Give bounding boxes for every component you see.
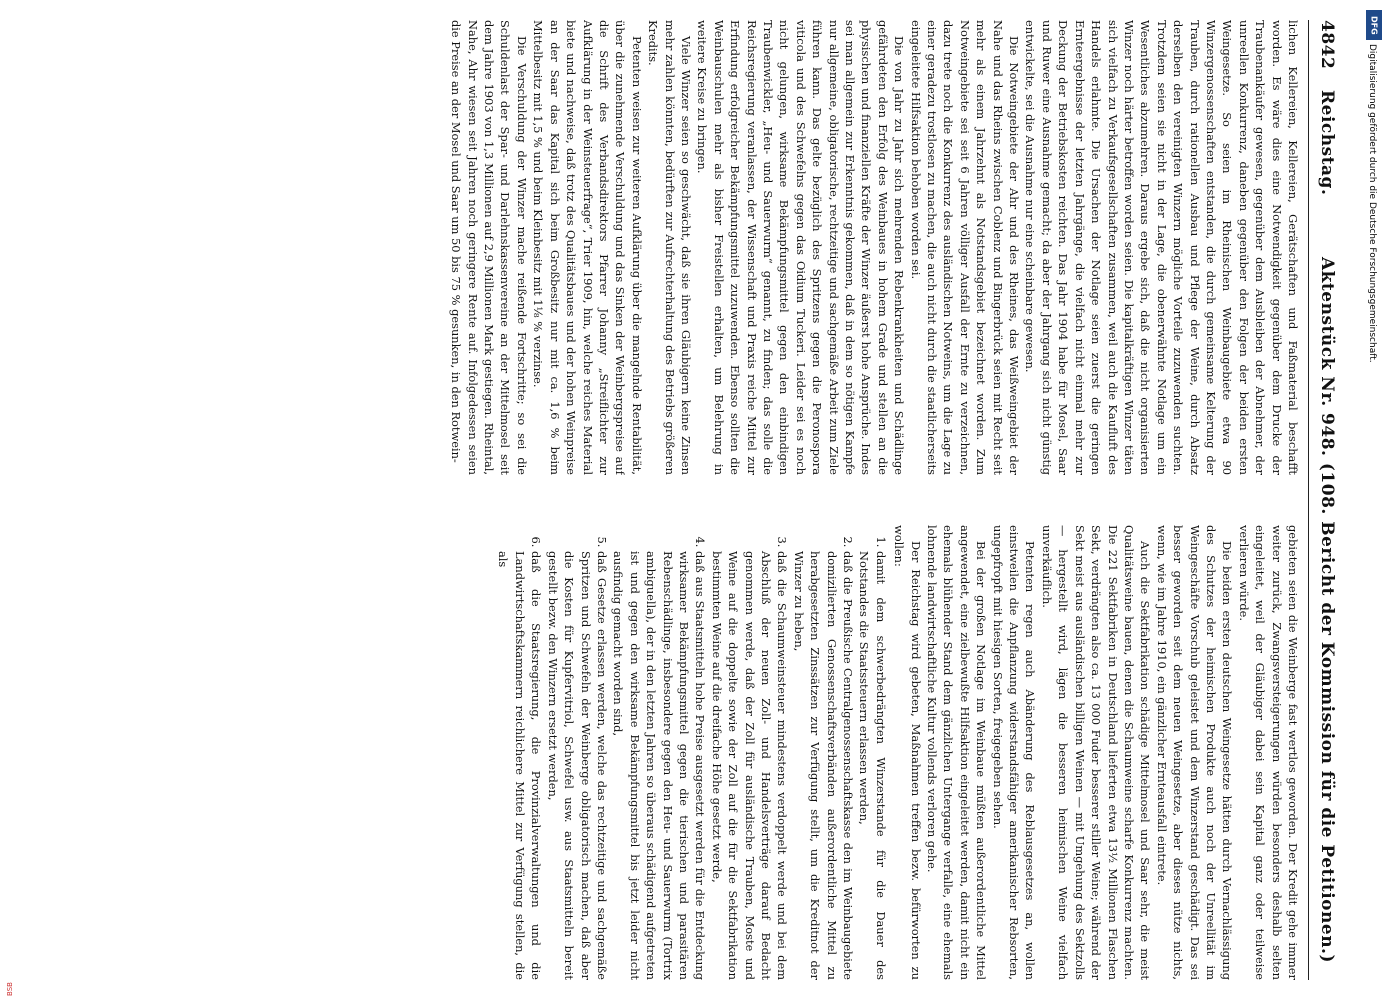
- left-column: [55, 20, 1301, 475]
- right-column: [55, 525, 1301, 980]
- list-item: 5. daß Gesetze erlassen werden, welche das rechtzeitige und sachgemäße Spritzen und Schwefeln der Weinberge obligatorisch machen, daß aber die Kosten für Kupfervitriol, Schwefel usw. aus Staatsmitteln bereit gestellt bezw. den Winzern ersetzt werden,: [544, 551, 610, 980]
- paragraph: Die beiden ersten deutschen Weingesetze hätten durch Vernachlässigung des Schutzes der heimischen Produkte auch noch der Unreellität im Weingeschäfte Vorschub geleistet und dem Winzerstand geschädigt. Das sei besser geworden seit dem neuen Weingesetze, aber dieses nütze nichts, wenn, wie im Jahre 1910, ein gänzlicher Ernteausfall eintrete.: [1154, 525, 1235, 980]
- list-item: 1. damit dem schwerbedrängten Winzerstande für die Dauer des Notstandes die Staatssteuern erlassen werden,: [856, 551, 889, 980]
- paragraph: Petenten weisen zur weiteren Aufklärung über die mangelnde Rentabilität, über die zunehmende Verschuldung und das Sinken der Weinbergspreise auf die Schrift des Verbandsdirektors Pfarrer Johanny „Streiflichter zur Aufklärung in der Weinsteuerfrage“, Trier 1909, hin, welche reiches Material biete und nachweise, daß trotz des Qualitätsbaues und der hohen Weinpreise an der Saar das Kapital sich beim Großbesitz nur mit ca. 1,6 % beim Mittelbesitz mit 1,5 % und beim Kleinbesitz mit 1⅛ % verzinse.: [531, 20, 644, 475]
- list-item: 3. daß die Schaumweinsteuer mindestens verdoppelt werde und bei dem Abschluß der neuen Zoll- und Handelsverträge darauf Bedacht genommen werde, daß der Zoll für ausländische Trauben, Moste und Weine auf die doppelte sowie der Zoll auf die für die Sektfabrikation bestimmten Weine auf die dreifache Höhe gesetzt werde,: [708, 551, 790, 980]
- rotated-document-page: [55, 20, 1345, 980]
- digitization-sidebar: [1366, 10, 1382, 690]
- paragraph: Petenten regen auch Abänderung des Reblausgesetzes an, wollen einstweilen die Anpflanzung widerstandsfähiger amerikanischer Rebsorten, ungepfropft mit hiesigen Sorten, freigegeben sehen.: [990, 525, 1038, 980]
- paragraph: Bei der großen Notlage im Weinbaue müßten außerordentliche Mittel angewendet, eine zielbewußte Hilfsaktion eingeleitet werden, damit nicht ein ehemals blühender Stand dem gänzlichen Untergange verfalle, eine ehemals lohnende landwirtschaftliche Kultur vollends verloren gehe.: [925, 525, 989, 980]
- paragraph: Der Reichstag wird gebeten, Maßnahmen treffen bezw. befürworten zu wollen:: [892, 525, 923, 980]
- list-item: 2. daß die Preußische Centralgenossenschaftskasse den im Weinbaugebiete domizilierten Genossenschaftsverbänden außerordentliche Mittel zu herabgesetzten Zinssätzen zur Verfügung stellt, um die Kreditnot der Winzer zu heben,: [790, 551, 856, 980]
- paragraph: Die von Jahr zu Jahr sich mehrenden Rebenkrankheiten und Schädlinge gefährdeten den Erfolg des Weinbaues in hohem Grade und stellen an die physischen und finanziellen Kräfte der Winzer äußerst hohe Ansprüche. Indes sei man allgemein zur Erkenntnis gekommen, daß in dem so nötigen Kampfe nur allgemeine, obligatorische, rechtzeitige und sachgemäße Arbeit zum Ziele führen kann. Das gelte bezüglich des Spritzens gegen die Peronospora viticola und des Schwefelns gegen das Oidium Tuckeri. Leider sei es noch nicht gelungen, wirksame Bekämpfungsmittel gegen den einbindigen Traubenwickler, „Heu- und Sauerwurm“ genannt, zu finden; das solle die Reichsregierung veranlassen, der Wissenschaft und Praxis reiche Mittel zur Erfindung erfolgreicher Bekämpfungsmittel zuzuwenden. Ebenso sollten die Weinbauschulen mehr als bisher Freistellen erhalten, um Belehrung in weitere Kreise zu bringen.: [695, 20, 907, 475]
- library-stamp: BSB: [6, 982, 14, 996]
- petition-requests-list: [495, 525, 889, 980]
- paragraph: Die Verschuldung der Winzer mache reißende Fortschritte; so sei die Schuldenlast der Spar- und Darlehnskassenvereine an der Mittelmosel seit dem Jahre 1903 von 1,3 Millionen auf 2,9 Millionen Mark gestiegen. Rheintal, Nahe, Ahr wiesen seit Jahren noch geringere Rente auf. Infolgedessen seien die Preise an der Mosel und Saar um 50 bis 75 % gesunken, in den Rotwein-: [449, 20, 529, 475]
- funding-credit: Digitalisierung gefördert durch die Deutsche Forschungsgemeinschaft.: [1367, 44, 1377, 363]
- paragraph: lichen Kellereien, Kellereien, Gerätschaften und Faßmaterial beschafft worden. Es wäre dies eine Notwendigkeit gegenüber dem Drucke der Traubenankäufer gewesen, gegenüber dem Ausbleiben der Abnehmer, der unreellen Konkurrenz, daneben gegenüber den Folgen der beiden ersten Weingesetze. So seien im Rheinischen Weinbaugebiete etwa 90 Winzergenossenschaften entstanden, die durch gemeinsame Kelterung der Trauben, durch rationellen Ausbau und Pflege der Weine, durch Absatz derselben den vereinigten Winzern mögliche Vorteile zuzuwenden suchten. Trotzdem seien sie nicht in der Lage, die obenerwähnte Notlage um ein Wesentliches abzumehren. Daraus ergebe sich, daß die nicht organisierten Winzer noch härter betroffen worden seien. Die kapitalkräftigen Winzer täten sich vielfach zu Verkaufsgesellschaften zusammen, weil auch die Kaufluft des Handels erlahmte. Die Ursachen der Notlage seien zuerst die geringen Ernteergebnisse der letzten Jahrgänge, die vielfach nicht einmal mehr zur Deckung der Betriebskosten reichten. Das Jahr 1904 habe für Mosel, Saar und Ruwer eine Ausnahme gemacht; da aber der Jahrgang sich nicht günstig entwickelte, sei die Ausnahme nur eine scheinbare gewesen.: [1023, 20, 1300, 475]
- paragraph: Die Notweingebiete der Ahr und des Rheines, das Weißweingebiet der Nahe und das Rheins zwischen Coblenz und Bingerbrück seien mit Recht seit mehr als einem Jahrzehnt als Notstandsgebiet bezeichnet worden. Zum Notweingebiete sei seit 6 Jahren völliger Ausfall der Ernte zu verzeichnen, dazu trete noch die Konkurrenz des ausländischen Notweins, um die Lage zu einer geradezu trostlosen zu machen, die auch nicht durch die staatlicherseits eingeleitete Hilfsaktion behoben worden sei.: [908, 20, 1022, 475]
- dfg-logo: DFG: [1366, 10, 1382, 40]
- paragraph: gebieten seien die Weinberge fast wertlos geworden. Der Kredit gehe immer weiter zurück, Zwangsversteigerungen würden besonders deshalb selten eingeleitet, weil der Gläubiger dabei sein Kapital ganz oder teilweise verlieren würde.: [1236, 525, 1300, 980]
- chamber-name: Reichstag.: [1317, 90, 1337, 196]
- list-item: 4. daß aus Staatsmitteln hohe Preise ausgesetzt werden für die Entdeckung wirksamer Bekämpfungsmittel gegen die tierischen und parasitären Rebenschädlinge, insbesondere gegen den Heu- und Sauerwurm (Tortrix ambiguella), der in den letzten Jahren so überaus schädigend aufgetreten ist und gegen den wirksame Bekämpfungsmittel bis jetzt leider nicht ausfindig gemacht worden sind,: [610, 551, 708, 980]
- page-header: [1308, 20, 1345, 980]
- paragraph: Viele Winzer seien so geschwächt, daß sie ihren Gläubigern keine Zinsen mehr zahlen könnten, bedürften zur Aufrechterhaltung des Betriebs größeren Kredits.: [646, 20, 693, 475]
- list-item: 6. daß die Staatsregierung, die Provinzialverwaltungen und die Landwirtschaftskammern reichlichere Mittel zur Verfügung stellen, die als: [495, 551, 544, 980]
- document-title: Aktenstück Nr. 948. (108. Bericht der Kommission für die Petitionen.): [1317, 256, 1337, 964]
- paragraph: Auch die Sektfabrikation schädige Mittelmosel und Saar sehr, die meist Qualitätsweine bauen, denen die Schaumweine scharfe Konkurrenz machten. Die 221 Sektfabriken in Deutschland lieferten etwa 13½ Millionen Flaschen Sekt, verdrängten also ca. 13 000 Fuder besserer stiller Weine; während der Sekt meist aus ausländischen billigen Weinen — mit Umgehung des Sektzolls — hergestellt wird, lägen die besseren heimischen Weine vielfach unverkäuflich.: [1039, 525, 1153, 980]
- page-number: 4842: [1317, 20, 1337, 70]
